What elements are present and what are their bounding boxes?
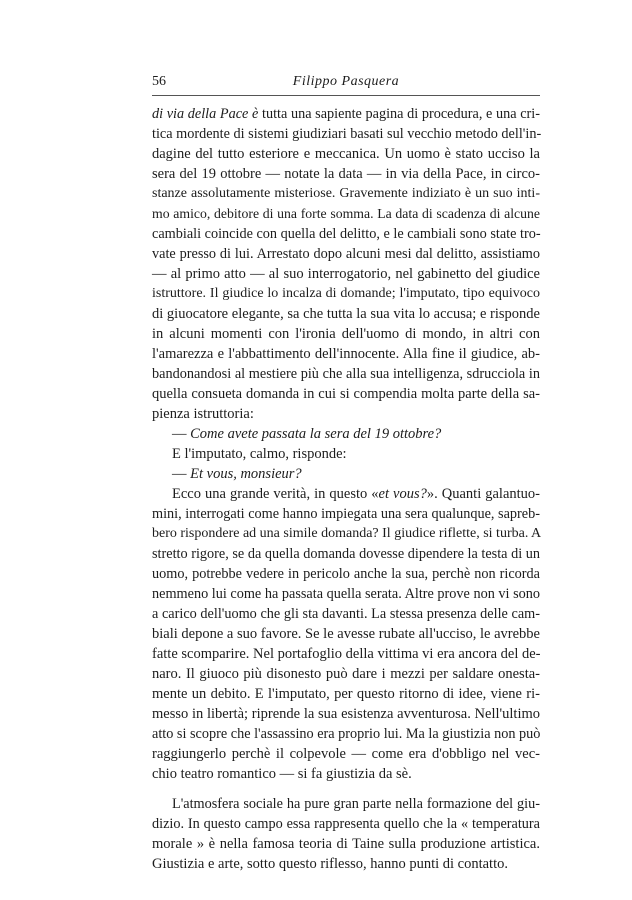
text-line: l'amarezza e l'abbattimento dell'innocente. Alla fine il giudice, ab-	[152, 346, 540, 362]
text-line: dizio. In questo campo essa rappresenta quello che la « temperatura	[152, 816, 540, 832]
text-line: naro. Il giuoco più disonesto può dare i mezzi per saldare onesta-	[152, 666, 540, 682]
text-line: Giustizia e arte, sotto questo riflesso, hanno punti di contatto.	[152, 856, 508, 872]
text-line: uomo, potrebbe vedere in pericolo anche la sua, perchè non ricorda	[152, 566, 540, 582]
text-line: in alcuni momenti con l'ironia dell'uomo di mondo, in altri con	[152, 326, 540, 342]
text-line: L'atmosfera sociale ha pure gran parte nella formazione del giu-	[172, 796, 540, 812]
text-line: atto si scopre che l'assassino era proprio lui. Ma la giustizia non può	[152, 726, 541, 742]
text-line: tica mordente di sistemi giudiziari basati sul vecchio metodo dell'in-	[152, 126, 542, 142]
dialogue-narration: E l'imputato, calmo, risponde:	[172, 446, 347, 462]
running-header	[152, 74, 540, 94]
text-line: pienza istruttoria:	[152, 406, 254, 422]
text-line: stanze assolutamente misteriose. Gravemente indiziato è un suo inti-	[152, 186, 540, 201]
text-line: quella consueta domanda in cui si compendia molta parte della sa-	[152, 386, 540, 402]
running-title: Filippo Pasquera	[292, 74, 400, 89]
text-line: di giuocatore elegante, sa che tutta la sua vita lo accusa; e risponde	[152, 306, 540, 322]
text-line: mini, interrogati come hanno impiegata una sera qualunque, sapreb-	[152, 506, 540, 522]
text-line: morale » è nella famosa teoria di Taine sulla produzione artistica.	[152, 836, 540, 852]
text-line: Ecco una grande verità, in questo «et vous?». Quanti galantuo-	[172, 486, 541, 502]
text-line: nemmeno lui come ha passata quella serata. Altre prove non vi sono	[152, 586, 540, 602]
text-line: a carico dell'uomo che gli sta davanti. La stessa presenza delle cam-	[152, 606, 540, 622]
text-line: dagine del tutto esteriore e meccanica. Un uomo è stato ucciso la	[152, 146, 540, 162]
dialogue-answer: — Et vous, monsieur?	[172, 466, 302, 482]
text-line: bandonandosi al mestiere più che alla sua intelligenza, sdrucciola in	[152, 366, 540, 382]
text-line: fatte scomparire. Nel portafoglio della vittima vi era ancora del de-	[152, 646, 541, 662]
text-line: di via della Pace è tutta una sapiente pagina di procedura, e una cri-	[152, 106, 540, 122]
header-rule	[152, 95, 540, 96]
text-line: istruttore. Il giudice lo incalza di domande; l'imputato, tipo equivoco	[152, 286, 540, 301]
text-line: chio teatro romantico — si fa giustizia da sè.	[152, 766, 412, 782]
text-line: stretto rigore, se da quella domanda dovesse dipendere la testa di un	[152, 546, 540, 562]
dialogue-question: — Come avete passata la sera del 19 ottobre?	[172, 426, 442, 442]
text-line: messo in libertà; riprende la sua esistenza avventurosa. Nell'ultimo	[152, 706, 540, 722]
text-line: vate presso di lui. Arrestato dopo alcuni mesi dal delitto, assistiamo	[152, 246, 540, 262]
text-line: raggiungerlo perchè il colpevole — come era d'obbligo nel vec-	[152, 746, 540, 762]
text-line: mo amico, debitore di una forte somma. La data di scadenza di alcune	[152, 206, 540, 221]
text-line: — al primo atto — al suo interrogatorio, nel gabinetto del giudice	[152, 266, 540, 282]
text-line: biali depone a suo favore. Se le avesse rubate all'ucciso, le avrebbe	[152, 626, 540, 642]
text-line: cambiali coincide con quella del delitto, e le cambiali sono state tro-	[152, 226, 541, 242]
text-line: mente un debito. E l'imputato, per questo ritorno di idee, viene ri-	[152, 686, 540, 702]
text-line: bero rispondere ad una simile domanda? Il giudice riflette, si turba. A	[152, 526, 542, 541]
page-number: 56	[152, 74, 166, 89]
text-line: sera del 19 ottobre — notate la data — in via della Pace, in circo-	[152, 166, 540, 182]
